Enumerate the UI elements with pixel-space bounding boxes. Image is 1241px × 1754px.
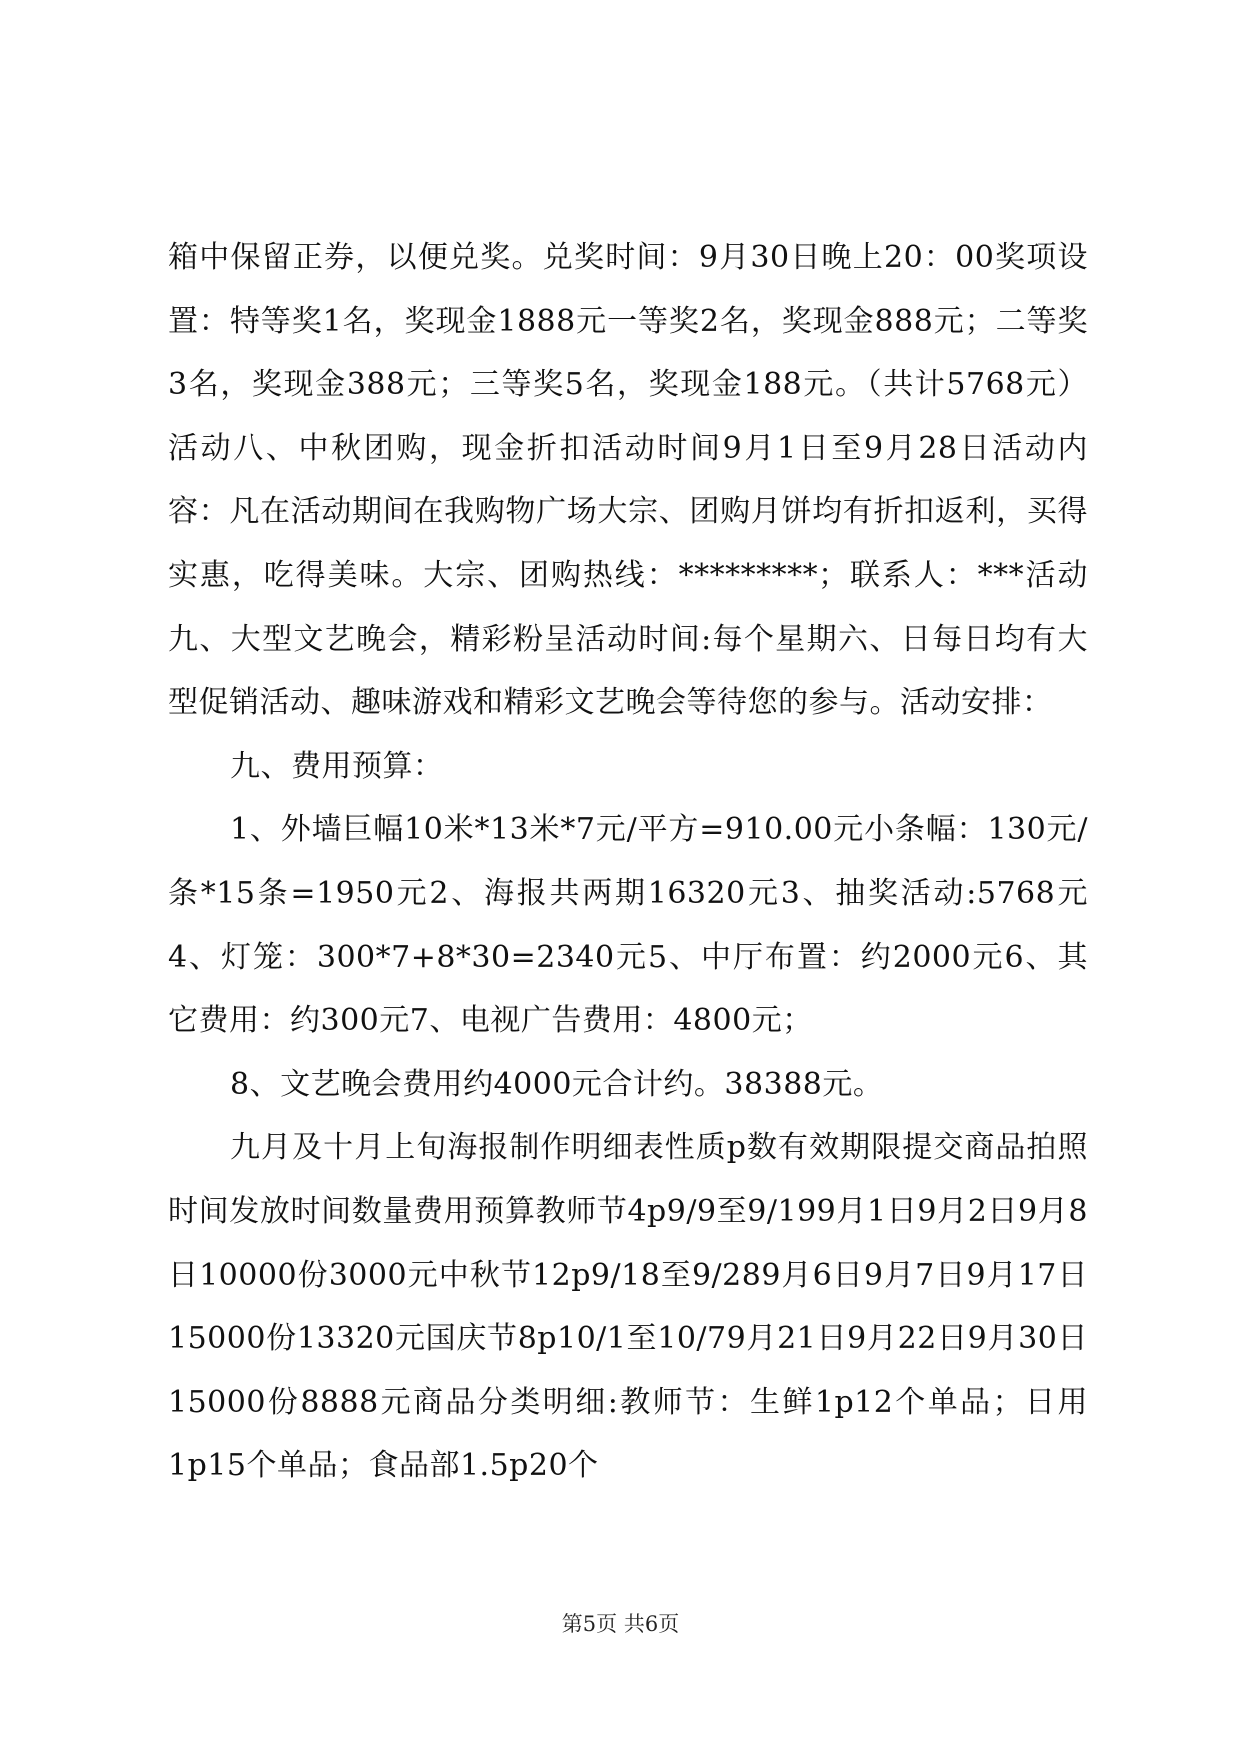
paragraph-budget-total: 8、文艺晚会费用约4000元合计约。38388元。	[230, 1066, 884, 1102]
paragraph-budget-heading: 九、费用预算：	[230, 748, 444, 784]
paragraph-budget-items: 1、外墙巨幅10米*13米*7元/平方=910.00元小条幅：130元/条*15条=1950元2、海报共两期16320元3、抽奖活动:5768元4、灯笼：300*7+8*30=2340元5、中厅布置：约2000元6、其它费用：约300元7、电视广告费用：4800元；	[168, 812, 1088, 1039]
paragraph-poster-schedule: 九月及十月上旬海报制作明细表性质p数有效期限提交商品拍照时间发放时间数量费用预算教师节4p9/9至9/199月1日9月2日9月8日10000份3000元中秋节12p9/18至9/289月6日9月7日9月17日15000份13320元国庆节8p10/1至10/79月21日9月22日9月30日15000份8888元商品分类明细:教师节：生鲜1p12个单品；日用1p15个单品；食品部1.5p20个	[168, 1130, 1088, 1484]
paragraph-prize-and-activities: 箱中保留正券，以便兑奖。兑奖时间：9月30日晚上20：00奖项设置：特等奖1名，奖现金1888元一等奖2名，奖现金888元；二等奖3名，奖现金388元；三等奖5名，奖现金188元。（共计5768元）活动八、中秋团购，现金折扣活动时间9月1日至9月28日活动内容：凡在活动期间在我购物广场大宗、团购月饼均有折扣返利，买得实惠，吃得美味。大宗、团购热线：*********；联系人：***活动九、大型文艺晚会，精彩粉呈活动时间:每个星期六、日每日均有大型促销活动、趣味游戏和精彩文艺晚会等待您的参与。活动安排：	[168, 240, 1088, 721]
page-number-label: 第5页 共6页	[561, 1612, 680, 1636]
document-body	[168, 226, 1088, 1498]
page-footer	[0, 1608, 1241, 1638]
